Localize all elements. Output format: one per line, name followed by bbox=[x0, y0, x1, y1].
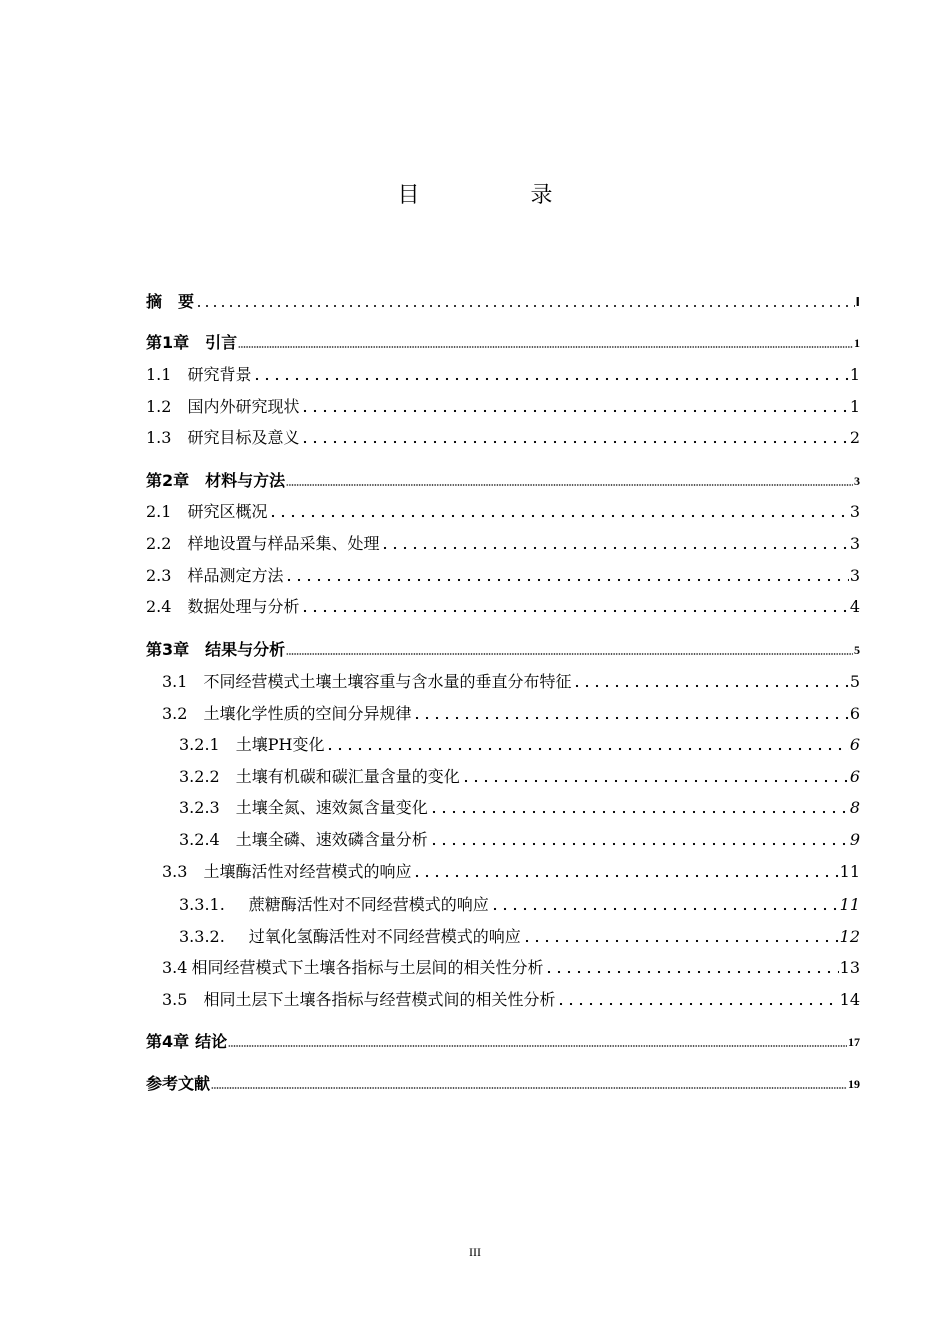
toc-entry-label: 土壤PH变化 bbox=[235, 735, 325, 754]
toc-entry-page: 3 bbox=[849, 566, 860, 585]
toc-entry[interactable] bbox=[146, 329, 860, 353]
toc-entry-number: 3.3 bbox=[162, 862, 188, 881]
toc-entry-number: 2.3 bbox=[146, 566, 172, 585]
toc-entry-number: 3.2 bbox=[162, 704, 188, 723]
toc-entry-label: 土壤有机碳和碳汇量含量的变化 bbox=[235, 767, 460, 786]
toc-entry[interactable] bbox=[179, 826, 860, 850]
toc-entry-label: 蔗糖酶活性对不同经营模式的响应 bbox=[248, 895, 489, 914]
toc-entry-label: 结果与分析 bbox=[205, 640, 286, 659]
toc-entry-page: 6 bbox=[849, 767, 860, 786]
toc-leader-dots bbox=[238, 345, 853, 349]
toc-entry[interactable] bbox=[146, 498, 860, 522]
toc-entry-number: 第4章 bbox=[146, 1032, 190, 1051]
toc-leader-dots bbox=[412, 874, 838, 878]
toc-entry-number: 3.2.4 bbox=[179, 830, 220, 849]
toc-entry[interactable] bbox=[179, 763, 860, 787]
toc-entry[interactable] bbox=[146, 636, 860, 660]
toc-entry-page: 4 bbox=[849, 597, 860, 616]
toc-entry-page: 2 bbox=[849, 428, 860, 447]
toc-leader-dots bbox=[490, 907, 839, 911]
toc-entry-label: 研究目标及意义 bbox=[187, 428, 300, 447]
toc-entry-number: 3.2.1 bbox=[179, 735, 220, 754]
toc-title: 目 录 bbox=[397, 183, 605, 208]
toc-entry[interactable] bbox=[162, 986, 860, 1010]
toc-leader-dots bbox=[195, 304, 855, 308]
toc-entry[interactable] bbox=[146, 562, 860, 586]
toc-entry-page: 3 bbox=[854, 474, 860, 488]
toc-leader-dots bbox=[380, 546, 848, 550]
toc-entry-page: 1 bbox=[849, 397, 860, 416]
toc-leader-dots bbox=[300, 440, 848, 444]
toc-entry-label: 材料与方法 bbox=[205, 471, 286, 490]
toc-entry-page: 12 bbox=[839, 927, 860, 946]
page-number: III bbox=[469, 1245, 481, 1259]
toc-entry-number: 3.4 bbox=[162, 958, 188, 977]
toc-entry-number: 3.2.2 bbox=[179, 767, 220, 786]
toc-entry[interactable] bbox=[146, 1070, 860, 1094]
toc-entry[interactable] bbox=[146, 530, 860, 554]
toc-entry[interactable] bbox=[179, 794, 860, 818]
toc-entry-page: 19 bbox=[848, 1077, 860, 1091]
toc-leader-dots bbox=[522, 939, 839, 943]
toc-entry-label: 土壤化学性质的空间分异规律 bbox=[203, 704, 412, 723]
toc-entry[interactable] bbox=[146, 361, 860, 385]
toc-entry-label: 样品测定方法 bbox=[187, 566, 284, 585]
toc-entry-label: 不同经营模式土壤土壤容重与含水量的垂直分布特征 bbox=[203, 672, 572, 691]
toc-entry[interactable] bbox=[162, 700, 860, 724]
toc-entry[interactable] bbox=[179, 731, 860, 755]
toc-leader-dots bbox=[286, 483, 853, 487]
toc-entry-page: 8 bbox=[849, 798, 860, 817]
toc-entry-number: 3.5 bbox=[162, 990, 188, 1009]
toc-entry-number: 第1章 bbox=[146, 333, 190, 352]
toc-entry-page: 3 bbox=[849, 534, 860, 553]
toc-leader-dots bbox=[572, 684, 848, 688]
toc-entry-number: 第2章 bbox=[146, 471, 190, 490]
toc-leader-dots bbox=[556, 1002, 838, 1006]
toc-entry-page: 11 bbox=[839, 862, 860, 881]
toc-leader-dots bbox=[300, 409, 848, 413]
toc-entry-label: 结论 bbox=[195, 1032, 228, 1051]
toc-entry-page: 6 bbox=[849, 704, 860, 723]
toc-entry[interactable] bbox=[146, 593, 860, 617]
toc-entry[interactable] bbox=[179, 891, 860, 915]
toc-entry[interactable] bbox=[146, 424, 860, 448]
toc-leader-dots bbox=[284, 578, 848, 582]
toc-leader-dots bbox=[429, 842, 849, 846]
toc-entry-page: 14 bbox=[839, 990, 860, 1009]
toc-leader-dots bbox=[429, 810, 849, 814]
toc-leader-dots bbox=[544, 970, 838, 974]
toc-leader-dots bbox=[286, 652, 853, 656]
toc-entry-label: 数据处理与分析 bbox=[187, 597, 300, 616]
toc-entry-page: 9 bbox=[849, 830, 860, 849]
toc-entry-label: 研究区概况 bbox=[187, 502, 268, 521]
toc-leader-dots bbox=[228, 1044, 847, 1048]
toc-entry[interactable] bbox=[146, 1028, 860, 1052]
toc-entry-label: 相同土层下土壤各指标与经营模式间的相关性分析 bbox=[203, 990, 556, 1009]
toc-entry-page: 1 bbox=[854, 336, 860, 350]
toc-entry-number: 2.4 bbox=[146, 597, 172, 616]
toc-entry-number: 第3章 bbox=[146, 640, 190, 659]
toc-entry-number: 3.3.2. bbox=[179, 927, 225, 946]
toc-entry-page: 5 bbox=[854, 643, 860, 657]
toc-entry[interactable] bbox=[162, 954, 860, 978]
toc-entry-page: 1 bbox=[849, 365, 860, 384]
toc-entry-label: 土壤酶活性对经营模式的响应 bbox=[203, 862, 412, 881]
toc-entry[interactable] bbox=[162, 668, 860, 692]
toc-entry[interactable] bbox=[146, 393, 860, 417]
toc-entry[interactable] bbox=[179, 923, 860, 947]
toc-entry-number: 1.3 bbox=[146, 428, 172, 447]
toc-leader-dots bbox=[211, 1086, 847, 1090]
toc-entry-page: 6 bbox=[849, 735, 860, 754]
toc-entry[interactable] bbox=[146, 288, 860, 312]
toc-leader-dots bbox=[300, 609, 848, 613]
toc-entry-number: 1.2 bbox=[146, 397, 172, 416]
toc-leader-dots bbox=[412, 716, 848, 720]
toc-leader-dots bbox=[325, 747, 848, 751]
toc-entry-number: 2.1 bbox=[146, 502, 172, 521]
toc-entry-label: 土壤全氮、速效氮含量变化 bbox=[235, 798, 428, 817]
toc-entry-page: 3 bbox=[849, 502, 860, 521]
toc-entry-number: 3.2.3 bbox=[179, 798, 220, 817]
toc-entry-label: 样地设置与样品采集、处理 bbox=[187, 534, 380, 553]
toc-entry-page: 13 bbox=[839, 958, 860, 977]
toc-entry-label: 研究背景 bbox=[187, 365, 252, 384]
toc-entry-page: I bbox=[855, 295, 860, 309]
toc-entry-number: 2.2 bbox=[146, 534, 172, 553]
toc-entry-label: 土壤全磷、速效磷含量分析 bbox=[235, 830, 428, 849]
toc-leader-dots bbox=[461, 779, 849, 783]
toc-entry-label: 相同经营模式下土壤各指标与土层间的相关性分析 bbox=[191, 958, 544, 977]
toc-leader-dots bbox=[252, 377, 848, 381]
toc-leader-dots bbox=[268, 514, 848, 518]
toc-entry-page: 5 bbox=[849, 672, 860, 691]
toc-entry-label: 国内外研究现状 bbox=[187, 397, 300, 416]
toc-entry-number: 3.3.1. bbox=[179, 895, 225, 914]
toc-entry-page: 11 bbox=[839, 895, 860, 914]
toc-entry-label: 参考文献 bbox=[146, 1074, 211, 1093]
toc-entry-label: 过氧化氢酶活性对不同经营模式的响应 bbox=[248, 927, 521, 946]
toc-entry[interactable] bbox=[162, 858, 860, 882]
toc-entry-label: 引言 bbox=[205, 333, 238, 352]
toc-entry-number: 3.1 bbox=[162, 672, 188, 691]
toc-entry[interactable] bbox=[146, 467, 860, 491]
toc-entry-label: 摘 要 bbox=[146, 292, 195, 311]
toc-entry-page: 17 bbox=[848, 1035, 860, 1049]
toc-entry-number: 1.1 bbox=[146, 365, 172, 384]
